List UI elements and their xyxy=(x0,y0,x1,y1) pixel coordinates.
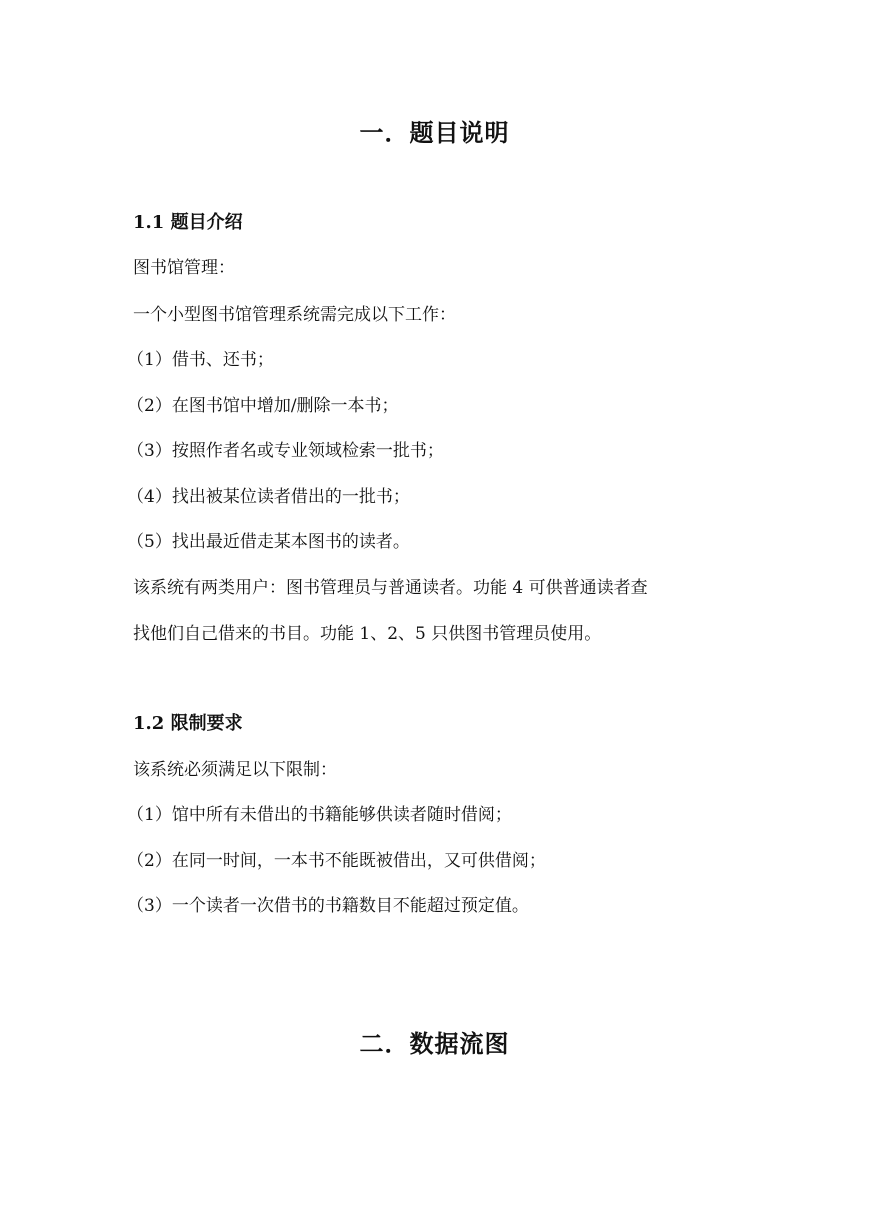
list-item: （1）馆中所有未借出的书籍能够供读者随时借阅； xyxy=(127,805,512,825)
list-item: （1）借书、还书； xyxy=(127,350,274,370)
section-1-1-heading: 1.1 题目介绍 xyxy=(133,212,243,233)
section-1-2-heading: 1.2 限制要求 xyxy=(133,713,243,734)
section-1-2-lead: 该系统必须满足以下限制： xyxy=(133,760,337,780)
section-1-1-paragraph-line-1: 该系统有两类用户：图书管理员与普通读者。功能 4 可供普通读者查 xyxy=(133,578,648,598)
list-item: （2）在同一时间，一本书不能既被借出，又可供借阅； xyxy=(127,851,546,871)
list-item: （4）找出被某位读者借出的一批书； xyxy=(127,487,410,507)
list-item: （2）在图书馆中增加/删除一本书； xyxy=(127,396,399,416)
list-item: （3）一个读者一次借书的书籍数目不能超过预定值。 xyxy=(127,896,529,916)
section-1-1-paragraph-line-2: 找他们自己借来的书目。功能 1、2、5 只供图书管理员使用。 xyxy=(133,624,602,644)
section-1-1-intro: 图书馆管理： xyxy=(133,258,235,278)
chapter-1-title: 一．题目说明 xyxy=(359,118,510,147)
list-item: （3）按照作者名或专业领域检索一批书； xyxy=(127,441,444,461)
section-1-1-lead: 一个小型图书馆管理系统需完成以下工作： xyxy=(133,305,456,325)
list-item: （5）找出最近借走某本图书的读者。 xyxy=(127,532,410,552)
chapter-2-title: 二．数据流图 xyxy=(359,1029,510,1058)
